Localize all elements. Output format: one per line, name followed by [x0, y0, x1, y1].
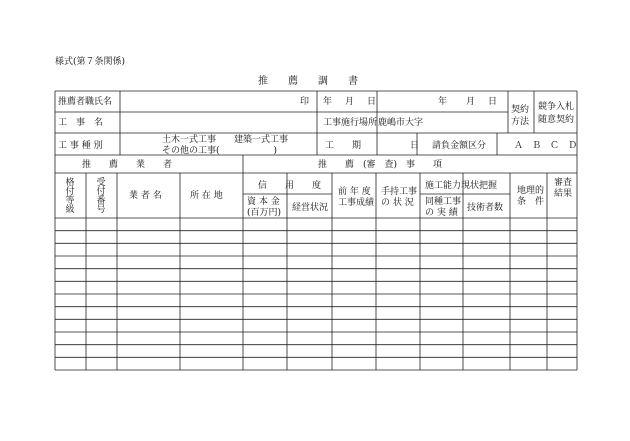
hand-header-1: 手持工事 — [381, 187, 418, 197]
date2-month: 月 — [466, 97, 476, 107]
rank-header: 格 付 等 級 — [65, 178, 75, 215]
seal-mark: 印 — [300, 97, 310, 107]
contract-class-label: 請負金額区分 — [432, 141, 487, 151]
prev-header-2: 工事成績 — [338, 198, 375, 208]
contract-method-label-2: 方法 — [511, 117, 530, 127]
contractor-head: 推 薦 業 者 — [82, 160, 173, 170]
address-header: 所 在 地 — [190, 191, 223, 201]
hand-header-2: の 状 況 — [381, 198, 414, 208]
prev-header-1: 前 年 度 — [338, 187, 371, 197]
contract-class-values: Ａ Ｂ Ｃ Ｄ — [514, 141, 578, 151]
page-title: 推 薦 調 書 — [258, 76, 358, 87]
management-header: 経営状況 — [292, 203, 329, 213]
date2-day: 日 — [488, 97, 498, 107]
date2-year: 年 — [438, 97, 448, 107]
date1-month: 月 — [345, 97, 355, 107]
credit-header: 信 用 度 — [258, 181, 322, 191]
capital-header-1: 資 本 金 — [247, 197, 280, 207]
date1-day: 日 — [367, 97, 377, 107]
geo-header-2: 条 件 — [517, 197, 545, 207]
recommender-label: 推薦者職氏名 — [58, 97, 113, 107]
company-header: 業 者 名 — [129, 191, 162, 201]
engineers-header: 技術者数 — [467, 203, 504, 213]
period-label: 工 期 — [325, 141, 362, 151]
work-type-label: 工 事 種 別 — [58, 141, 103, 151]
capital-header-2: (百万円) — [247, 208, 282, 218]
same-header-2: の 実 績 — [425, 208, 458, 218]
receipt-header: 受 付 番 号 — [96, 178, 106, 215]
same-header-1: 同種工事 — [425, 197, 462, 207]
work-location-value: 鹿嶋市大字 — [378, 118, 424, 128]
work-type-opt2: その他の工事( ) — [162, 146, 278, 156]
work-location-label: 工事施行場所 — [323, 118, 378, 128]
review-header-2: 結果 — [554, 189, 573, 199]
review-header-1: 審査 — [554, 178, 573, 188]
work-name-label: 工 事 名 — [58, 118, 104, 128]
work-type-opt1: 土木一式工事 建築一式工事 — [162, 135, 289, 145]
contract-method-2: 随意契約 — [538, 115, 575, 125]
form-label: 様式(第７条関係) — [55, 57, 126, 67]
period-day: 日 — [410, 141, 420, 151]
contract-method-1: 競争入札 — [538, 102, 575, 112]
geo-header-1: 地理的 — [517, 186, 545, 196]
recommendation-head: 推 薦 (審 査) 事 項 — [318, 160, 443, 170]
ability-header: 施工能力現状把握 — [425, 181, 498, 191]
contract-method-label-1: 契約 — [511, 105, 530, 115]
date1-year: 年 — [323, 97, 333, 107]
